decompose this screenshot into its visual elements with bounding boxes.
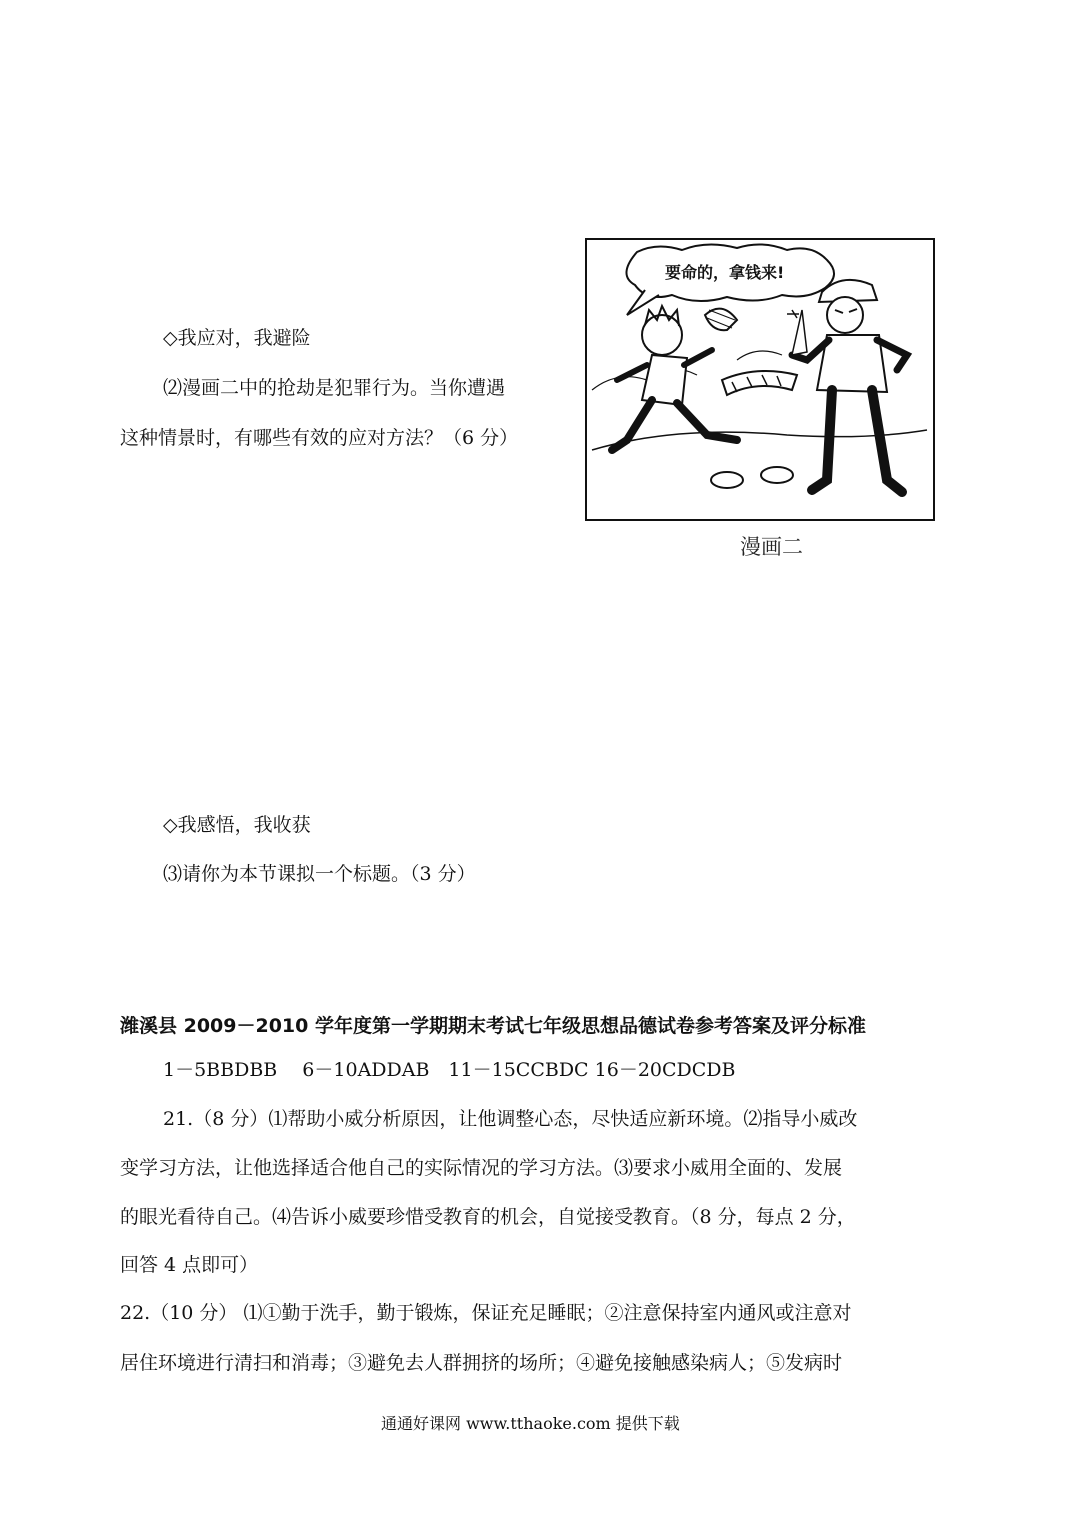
section-cope-title: ◇我应对，我避险 (163, 327, 311, 349)
multiple-choice-answers: 1－5BBDBB 6－10ADDAB 11－15CCBDC 16－20CDCDB (163, 1059, 736, 1081)
answer-key-heading: 潍溪县 2009－2010 学年度第一学期期末考试七年级思想品德试卷参考答案及评分标准 (120, 1015, 866, 1037)
comic-caption: 漫画二 (740, 535, 803, 559)
comic-two-image (585, 238, 935, 521)
page-footer: 通通好课网 www.tthaoke.com 提供下载 (381, 1414, 680, 1433)
answer-21-line-1: 21.（8 分）⑴帮助小威分析原因，让他调整心态，尽快适应新环境。⑵指导小威改 (163, 1108, 858, 1130)
answer-21-line-2: 变学习方法，让他选择适合他自己的实际情况的学习方法。⑶要求小威用全面的、发展 (120, 1157, 843, 1179)
question-3: ⑶请你为本节课拟一个标题。（3 分） (163, 863, 476, 885)
answer-22-line-2: 居住环境进行清扫和消毒；③避免去人群拥挤的场所；④避免接触感染病人；⑤发病时 (120, 1352, 843, 1374)
answer-21-line-3: 的眼光看待自己。⑷告诉小威要珍惜受教育的机会，自觉接受教育。（8 分，每点 2 分， (120, 1206, 856, 1228)
comic-speech-text: 要命的，拿钱来! (665, 263, 785, 282)
answer-22-line-1: 22.（10 分） ⑴①勤于洗手，勤于锻炼，保证充足睡眠；②注意保持室内通风或注意对 (120, 1302, 852, 1324)
section-reflect-title: ◇我感悟，我收获 (163, 814, 311, 836)
question-2-line-2: 这种情景时，有哪些有效的应对方法？（6 分） (120, 427, 519, 449)
answer-21-line-4: 回答 4 点即可） (120, 1254, 259, 1276)
question-2-line-1: ⑵漫画二中的抢劫是犯罪行为。当你遭遇 (163, 377, 506, 399)
